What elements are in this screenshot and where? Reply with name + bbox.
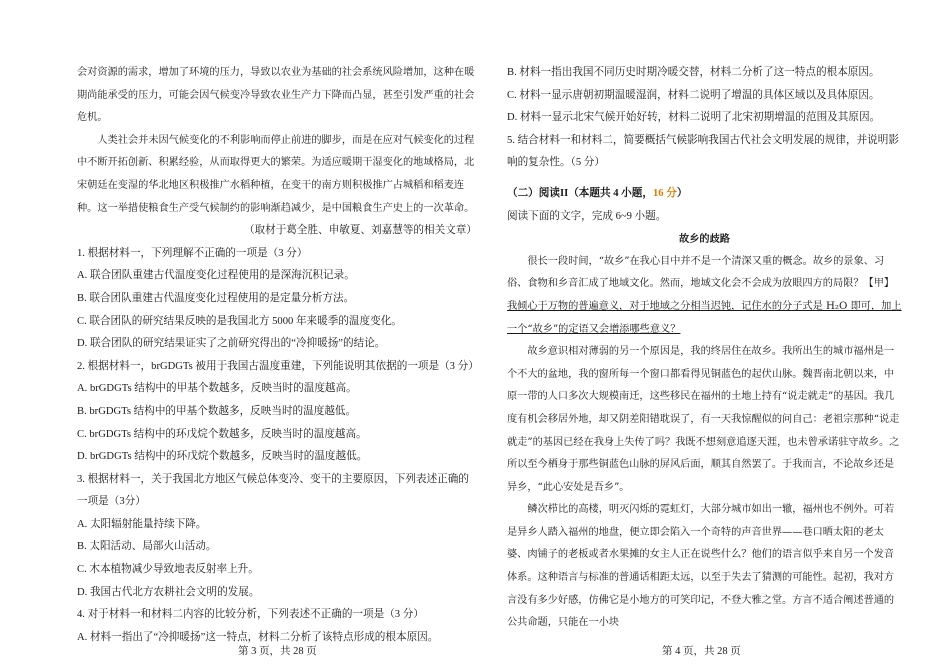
option-b: B. 材料一指出我国不同历史时期冷暖交替，材料二分析了这一特点的根本原因。 [507,67,880,78]
page-number-right: 第 4 页，共 28 页 [662,646,741,657]
section-heading-text: （二）阅读II（本题共 4 小题， [507,187,653,199]
article-paragraph: 会对资源的需求，增加了环境的压力，导致以农业为基础的社会系统风险增加，这种在暖期尚能承受的压力，可能会因气候变冷导致农业生产力下降而凸显，甚至引发严重的社会危机。 [77,67,475,124]
left-page-column [77,62,477,649]
article-paragraph: 鳞次栉比的高楼，明灭闪烁的霓虹灯，大部分城市如出一辙，福州也不例外。可若是异乡人踏入福州的地盘，便立即会陷入一个奇特的声音世界——巷口晒太阳的老太婆、肉铺子的老板或者水果摊的女主人正在说些什么？他们的语言似乎来自另一个发音体系。这种语言与标准的普通话相距太远，以至于失去了猜测的可能性。起初，我对方言没有多少好感，仿佛它是小地方的可笑印记，不登大雅之堂。方言不适合阐述普通的公共命题，只能在一小块 [507,504,895,629]
right-page-column [507,62,902,635]
section-heading-close: ） [676,187,688,199]
question-1-stem: 1. 根据材料一，下列理解不正确的一项是（3 分） [77,247,308,259]
question-4-stem: 4. 对于材料一和材料二内容的比较分析，下列表述不正确的一项是（3 分） [77,609,424,621]
section-score: 16 分 [652,187,677,199]
option-d: D. 材料一显示北宋气候开始好转，材料二说明了北宋初期增温的范围及其原因。 [507,112,881,124]
question-2-stem: 2. 根据材料一，brGDGTs 被用于我国古温度重建，下列能说明其依据的一项是（3 分） [77,360,479,372]
section-heading [507,183,902,206]
article-paragraph [507,251,902,341]
option-a: A. brGDGTs 结构中的甲基个数越多，反映当时的温度越高。 [77,383,357,395]
paragraph-text: 很长一段时间，“故乡”在我心目中并不是一个清深又重的概念。故乡的景象、习俗、食物和乡音汇成了地域文化。然而，地域文化会不会成为放眼四方的局限？【甲】 [507,255,895,290]
option-b: B. brGDGTs 结构中的甲基个数越多，反映当时的温度越低。 [77,405,357,417]
underlined-sentence: 我倾心于万物的普遍意义，对于地域之分相当迟钝，记住水的分子式是 H₂O 即可，加上一个“故乡”的定语又会增添哪些意义？ [507,300,902,335]
article-paragraph: 故乡意识相对薄弱的另一个原因是，我的终居住在故乡。我所出生的城市福州是一个不大的盆地，我的窗所每一个窗口都看得见铜蓝色的起伏山脉。魏晋南北朝以来，中原一带的人口多次大规模南迁，这些移民在福州的土地上持有“说走就走”的基因。我几度有机会移居外地，却又阴差阳错耽误了，有一天我惊醒似的问自己：老祖宗那种“说走就走”的基因已经在我身上失传了吗？我既不想刻意追逐天涯，也未曾承诺驻守故乡。之所以至今栖身于那些铜蓝色山脉的屏风后面，顺其自然罢了。于我而言，不论故乡还是异乡，“此心安处是吾乡”。 [507,346,900,493]
option-a: A. 太阳辐射能量持续下降。 [77,518,207,530]
reading-instruction: 阅读下面的文字，完成 6~9 小题。 [507,210,667,222]
option-c: C. 材料一显示唐朝初期温暖湿润，材料二说明了增温的具体区域以及具体原因。 [507,89,880,101]
option-c: C. 联合团队的研究结果反映的是我国北方 5000 年来暖季的温度变化。 [77,315,402,327]
option-d: D. 我国古代北方农耕社会文明的发展。 [77,586,260,598]
option-c: C. brGDGTs 结构中的环戊烷个数越多，反映当时的温度越高。 [77,428,367,440]
option-d: D. 联合团队的研究结果证实了之前研究得出的“冷抑暖扬”的结论。 [77,338,386,350]
option-a: A. 联合团队重建古代温度变化过程使用的是深海沉积记录。 [77,270,355,282]
option-b: B. 太阳活动、局部火山活动。 [77,541,217,553]
article-paragraph: 人类社会并未因气候变化的不利影响而停止前进的脚步，而是在应对气候变化的过程中不断开拓创新、积累经验，从而取得更大的繁荣。为适应暖期干湿变化的地域格局，北宋朝廷在变湿的华北地区积极推广水稻种植，在变干的南方则积极推广占城稻和稻麦连种。这一举措使粮食生产受气候制约的影响渐趋减少，是中国粮食生产史上的一次革命。 [77,134,475,214]
option-d: D. brGDGTs 结构中的环戊烷个数越多，反映当时的温度越低。 [77,451,368,463]
source-note: （取材于葛全胜、申敏夏、刘嘉慧等的相关文章） [243,225,477,237]
option-a: A. 材料一指出了“冷抑暖扬”这一特点，材料二分析了该特点形成的根本原因。 [77,631,439,643]
question-5-stem: 5. 结合材料一和材料二，简要概括气候影响我国古代社会文明发展的规律，并说明影响的复杂性。（5 分） [507,134,899,169]
article-title: 故乡的歧路 [679,233,730,246]
option-b: B. 联合团队重建古代温度变化过程使用的是定量分析方法。 [77,292,355,304]
page-number-left: 第 3 页，共 28 页 [238,646,317,657]
option-c: C. 木本植物减少导致地表反射率上升。 [77,564,259,576]
question-3-stem: 3. 根据材料一，关于我国北方地区气候总体变冷、变干的主要原因，下列表述正确的一项是（3分） [77,473,469,508]
